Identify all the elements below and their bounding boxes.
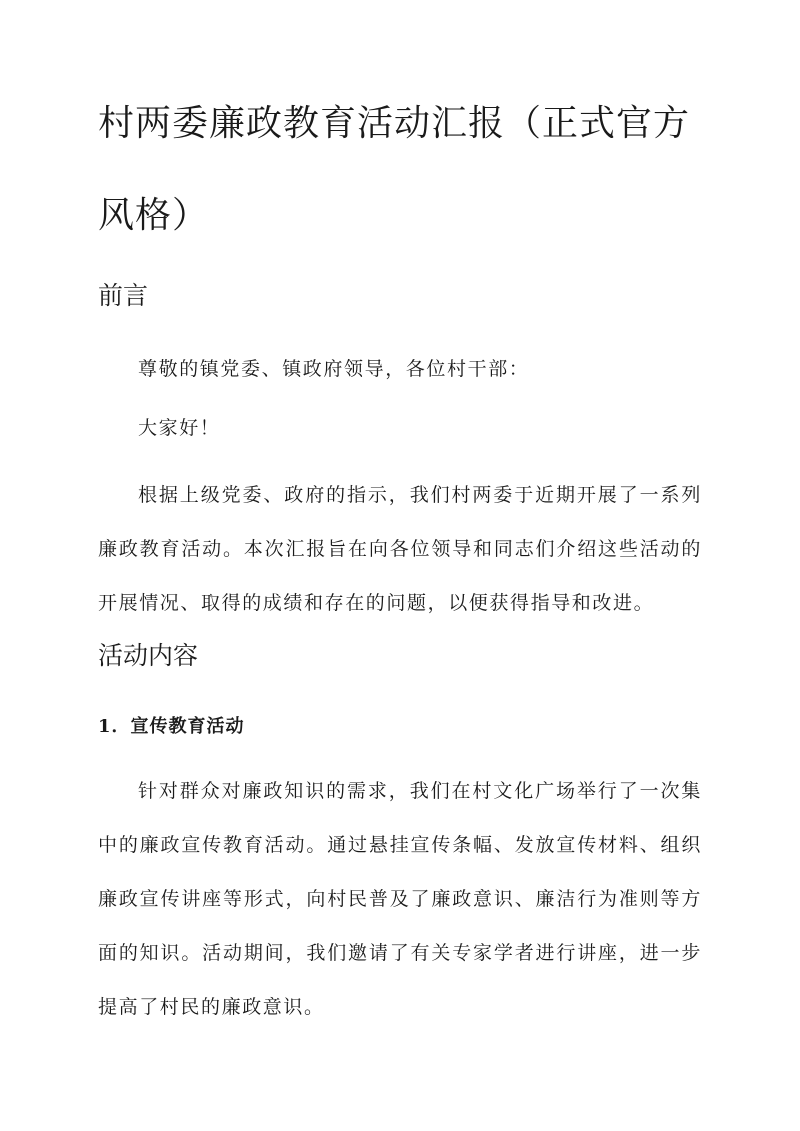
section-heading-preface: 前言 xyxy=(98,281,149,310)
paragraph-salutation: 尊敬的镇党委、镇政府领导，各位村干部： xyxy=(138,358,530,380)
subsection-heading-publicity: 1．宣传教育活动 xyxy=(98,716,245,737)
paragraph-publicity: 针对群众对廉政知识的需求，我们在村文化广场举行了一次集中的廉政宣传教育活动。通过悬挂宣传条幅、发放宣传材料、组织廉政宣传讲座等形式，向村民普及了廉政意识、廉洁行为准则等方面的知识。活动期间，我们邀请了有关专家学者进行讲座，进一步提高了村民的廉政意识。 xyxy=(98,780,702,1018)
document-title: 村两委廉政教育活动汇报（正式官方风格） xyxy=(98,103,691,236)
section-heading-activities: 活动内容 xyxy=(98,641,199,670)
paragraph-introduction: 根据上级党委、政府的指示，我们村两委于近期开展了一系列廉政教育活动。本次汇报旨在向各位领导和同志们介绍这些活动的开展情况、取得的成绩和存在的问题，以便获得指导和改进。 xyxy=(98,484,702,614)
paragraph-greeting: 大家好！ xyxy=(138,417,221,439)
